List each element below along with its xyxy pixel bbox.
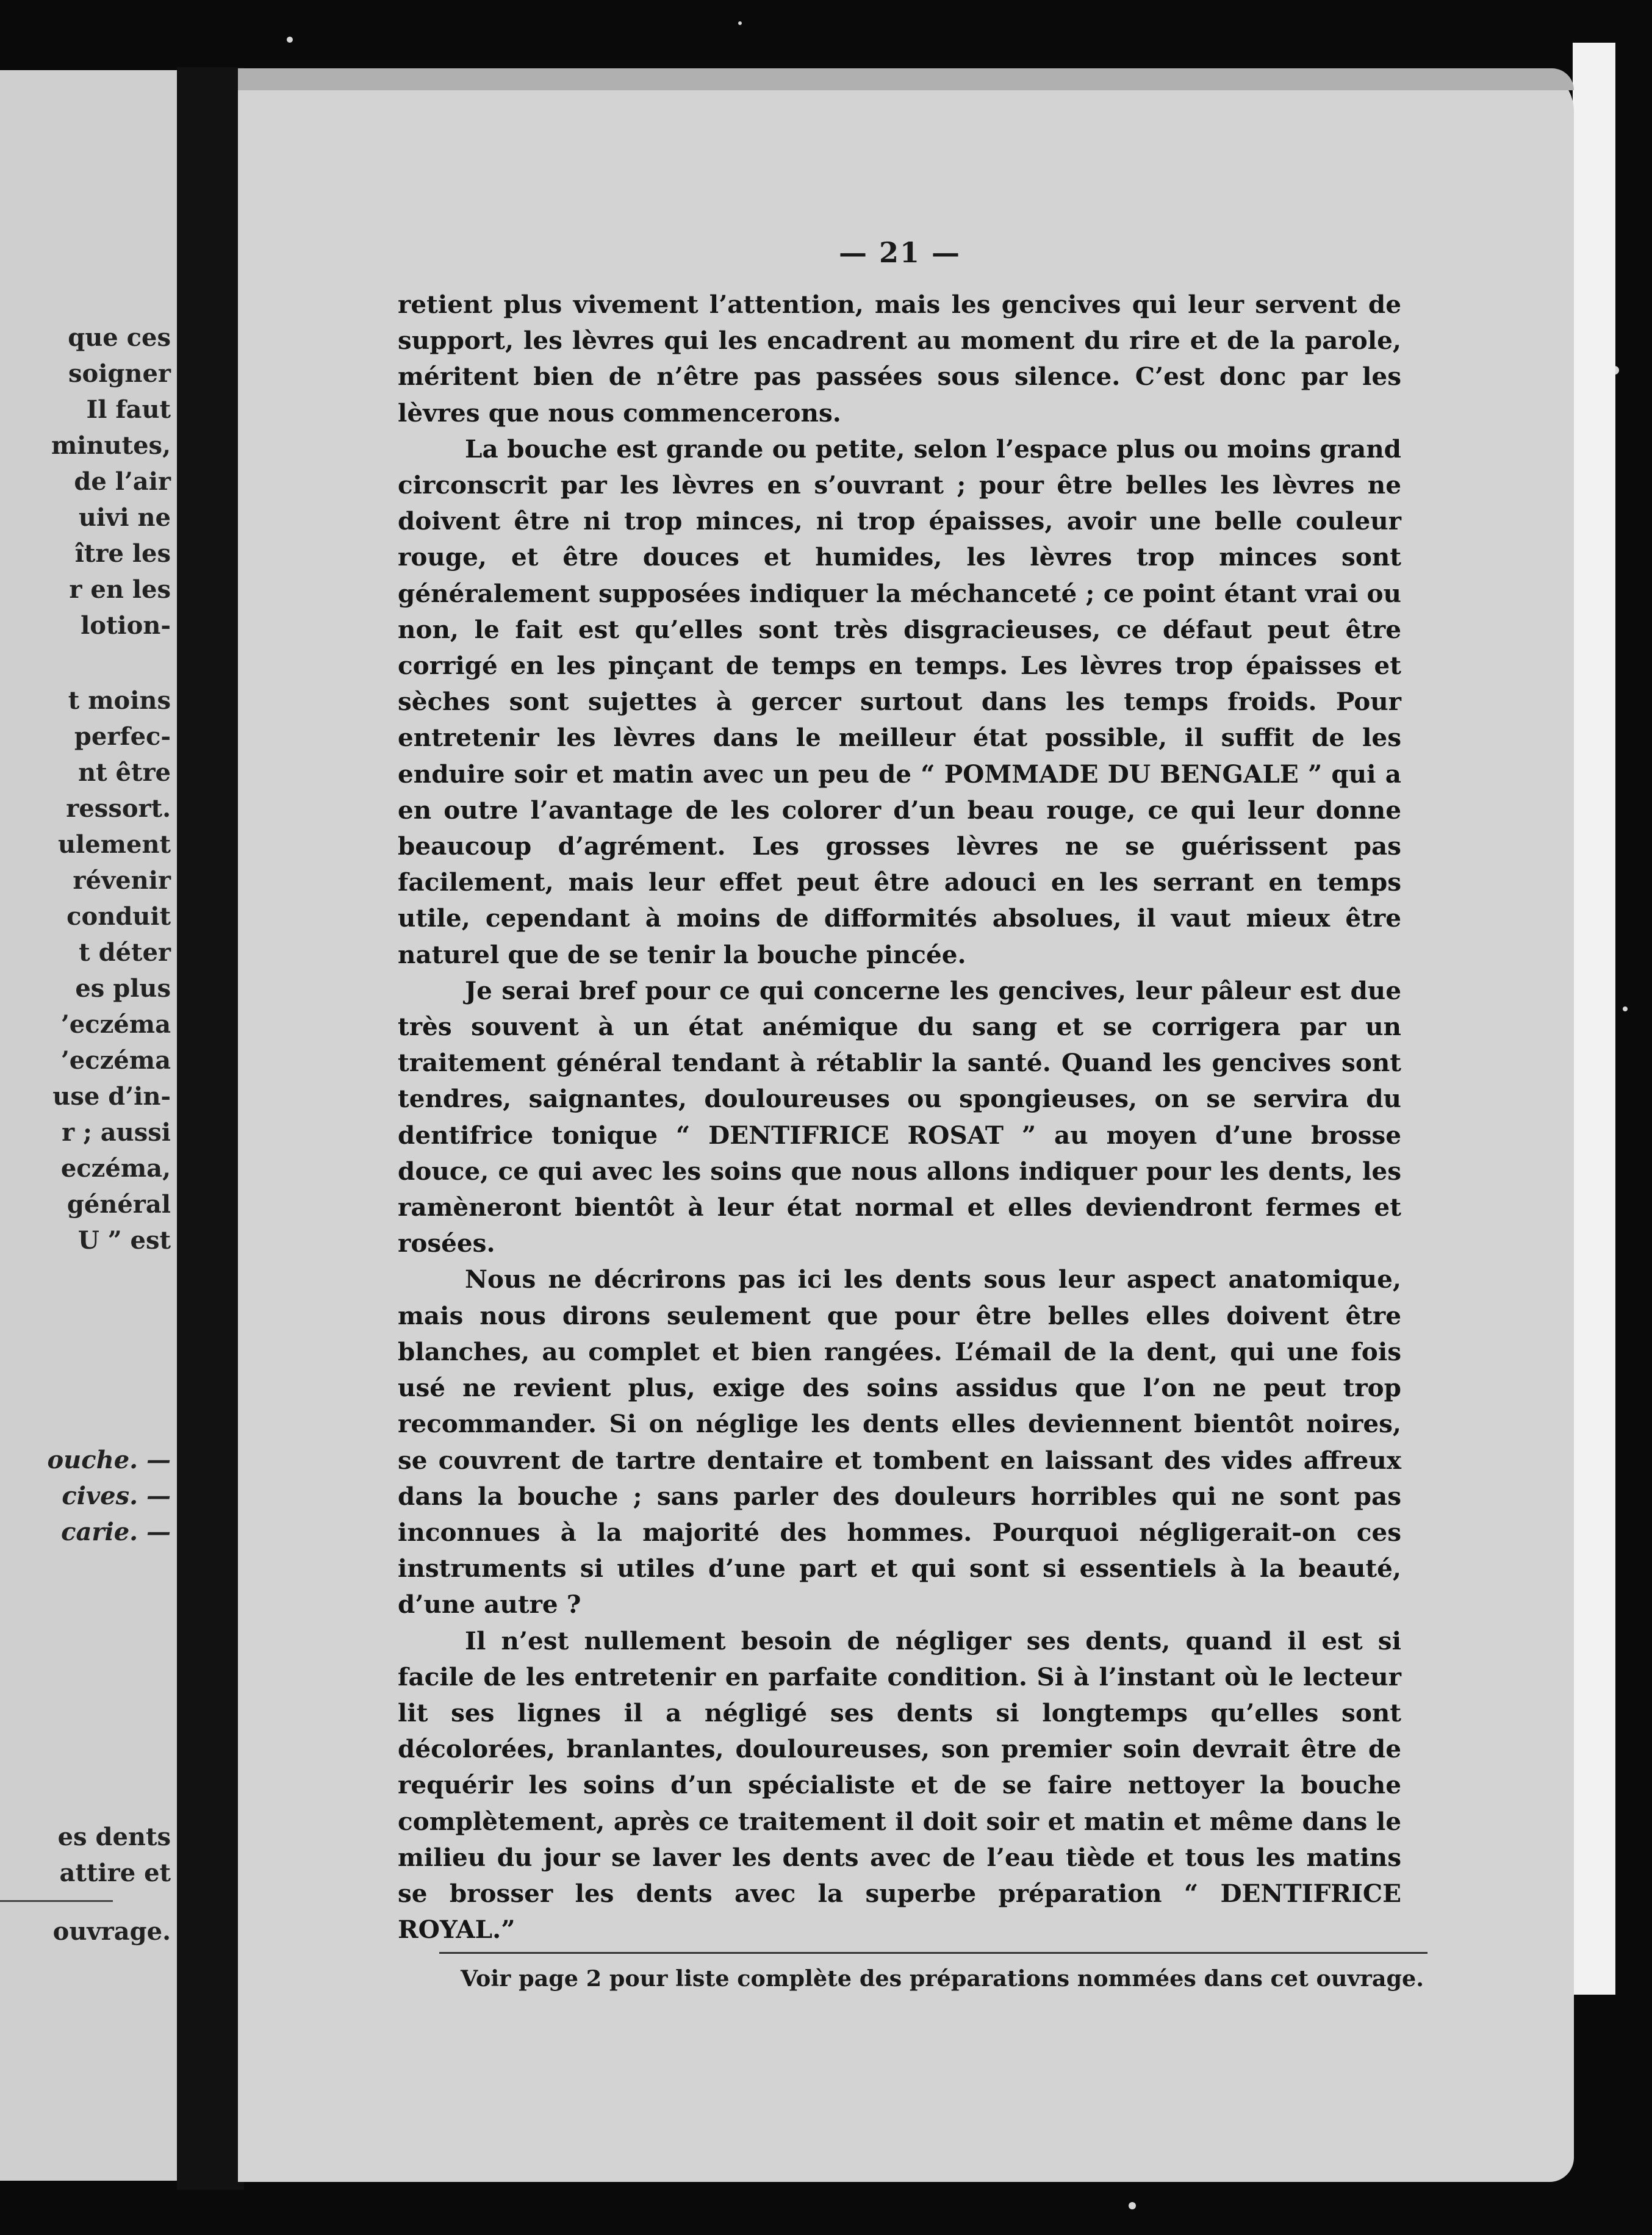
- left-page-footnote-rule: [0, 1900, 113, 1902]
- left-page-line: révenir: [73, 866, 171, 895]
- left-page-line: ître les: [74, 539, 171, 568]
- left-page-line: attire et: [59, 1859, 171, 1887]
- left-page-line: général: [66, 1190, 171, 1219]
- left-page-line: soigner: [68, 359, 171, 388]
- left-page-line: es dents: [57, 1823, 171, 1851]
- left-page-line: t déter: [79, 938, 171, 967]
- dust-speck: [738, 21, 742, 25]
- page-body-text: [398, 287, 1401, 1948]
- page-top-edge: [238, 68, 1574, 90]
- left-page-line: r ; aussi: [62, 1118, 171, 1147]
- left-page-line: t moins: [68, 686, 171, 715]
- left-page-line: eczéma,: [60, 1154, 171, 1183]
- left-page-italic-line: ouche. —: [47, 1446, 171, 1474]
- dust-speck: [1129, 2202, 1136, 2209]
- left-page-line: perfec-: [74, 722, 171, 751]
- left-page-line: ’eczéma: [60, 1046, 171, 1075]
- left-page-line: lotion-: [81, 611, 171, 640]
- paper-edge: [1573, 43, 1615, 1995]
- left-page-line: nt être: [78, 758, 171, 787]
- paragraph: Nous ne décrirons pas ici les dents sous leur aspect anatomique, mais nous dirons seulement que pour être belles elles doivent être blanches, au complet et bien rangées. L’émail de la dent, qui une fois usé ne revient plus, exige des soins assidus que l’on ne peut trop recommander. Si on néglige les dents elles deviennent bientôt noires, se couvrent de tartre dentaire et tombent en laissant des vides affreux dans la bouche ; sans parler des douleurs horribles qui ne sont pas inconnues à la majorité des hommes. Pourquoi négligerait-on ces instruments si utiles d’une part et qui sont si essentiels à la beauté, d’une autre ?: [398, 1265, 1401, 1620]
- dust-speck: [287, 37, 293, 43]
- footnote: Voir page 2 pour liste complète des préparations nommées dans cet ouvrage.: [461, 1965, 1424, 1992]
- left-page-line: ulement: [57, 830, 171, 859]
- left-facing-page: [0, 70, 177, 2181]
- left-page-line: minutes,: [51, 431, 171, 460]
- paragraph: Il n’est nullement besoin de négliger ses dents, quand il est si facile de les entretenir en parfaite condition. Si à l’instant où le lecteur lit ses lignes il a négligé ses dents si longtemps qu’elles sont décolorées, branlantes, douloureuses, son premier soin devrait être de requérir les soins d’un spécialiste et de se faire nettoyer la bouche complètement, après ce traitement il doit soir et matin et même dans le milieu du jour se laver les dents avec de l’eau tiède et tous les matins se brosser les dents avec la superbe préparation “ DENTIFRICE ROYAL.”: [398, 1626, 1401, 1945]
- left-page-line: ressort.: [66, 794, 171, 823]
- left-page-line: conduit: [66, 902, 171, 931]
- left-page-line: Il faut: [86, 395, 171, 424]
- left-page-line: U ” est: [77, 1226, 171, 1255]
- footnote-rule: [439, 1952, 1428, 1954]
- left-page-line: use d’in-: [52, 1082, 171, 1111]
- dust-speck: [1623, 1006, 1628, 1011]
- paragraph: Je serai bref pour ce qui concerne les gencives, leur pâleur est due très souvent à un état anémique du sang et se corrigera par un traitement général tendant à rétablir la santé. Quand les gencives sont tendres, saignantes, douloureuses ou spongieuses, on se servira du dentifrice tonique “ DENTIFRICE ROSAT ” au moyen d’une brosse douce, ce qui avec les soins que nous allons indiquer pour les dents, les ramèneront bientôt à leur état normal et elles deviendront fermes et rosées.: [398, 975, 1401, 1258]
- left-page-line: uivi ne: [78, 503, 171, 532]
- left-page-footer-line: ouvrage.: [52, 1917, 171, 1946]
- book-page: [238, 68, 1574, 2182]
- book-gutter: [177, 67, 244, 2190]
- paragraph: retient plus vivement l’attention, mais les gencives qui leur servent de support, les lèvres qui les encadrent au moment du rire et de la parole, méritent bien de n’être pas passées sous silence. C’est donc par les lèvres que nous commencerons.: [398, 290, 1401, 428]
- left-page-line: es plus: [75, 974, 171, 1003]
- left-page-line: ’eczéma: [60, 1010, 171, 1039]
- left-page-line: de l’air: [74, 467, 171, 496]
- paragraph: La bouche est grande ou petite, selon l’espace plus ou moins grand circonscrit par les lèvres en s’ouvrant ; pour être belles les lèvres ne doivent être ni trop minces, ni trop épaisses, avoir une belle couleur rouge, et être douces et humides, les lèvres trop minces sont généralement supposées indiquer la méchanceté ; ce point étant vrai ou non, le fait est qu’elles sont très disgracieuses, ce défaut peut être corrigé en les pinçant de temps en temps. Les lèvres trop épaisses et sèches sont sujettes à gercer surtout dans les temps froids. Pour entretenir les lèvres dans le meilleur état possible, il suffit de les enduire soir et matin avec un peu de “ POMMADE DU BENGALE ” qui a en outre l’avantage de les colorer d’un beau rouge, ce qui leur donne beaucoup d’agrément. Les grosses lèvres ne se guérissent pas facilement, mais leur effet peut être adouci en les serrant en temps utile, cependant à moins de difformités absolues, il vaut mieux être naturel que de se tenir la bouche pincée.: [398, 434, 1401, 969]
- left-page-italic-line: cives. —: [62, 1482, 171, 1510]
- left-page-italic-line: carie. —: [61, 1518, 171, 1546]
- page-number: — 21 —: [839, 236, 961, 269]
- left-page-line: que ces: [68, 323, 171, 352]
- left-page-line: r en les: [69, 575, 171, 604]
